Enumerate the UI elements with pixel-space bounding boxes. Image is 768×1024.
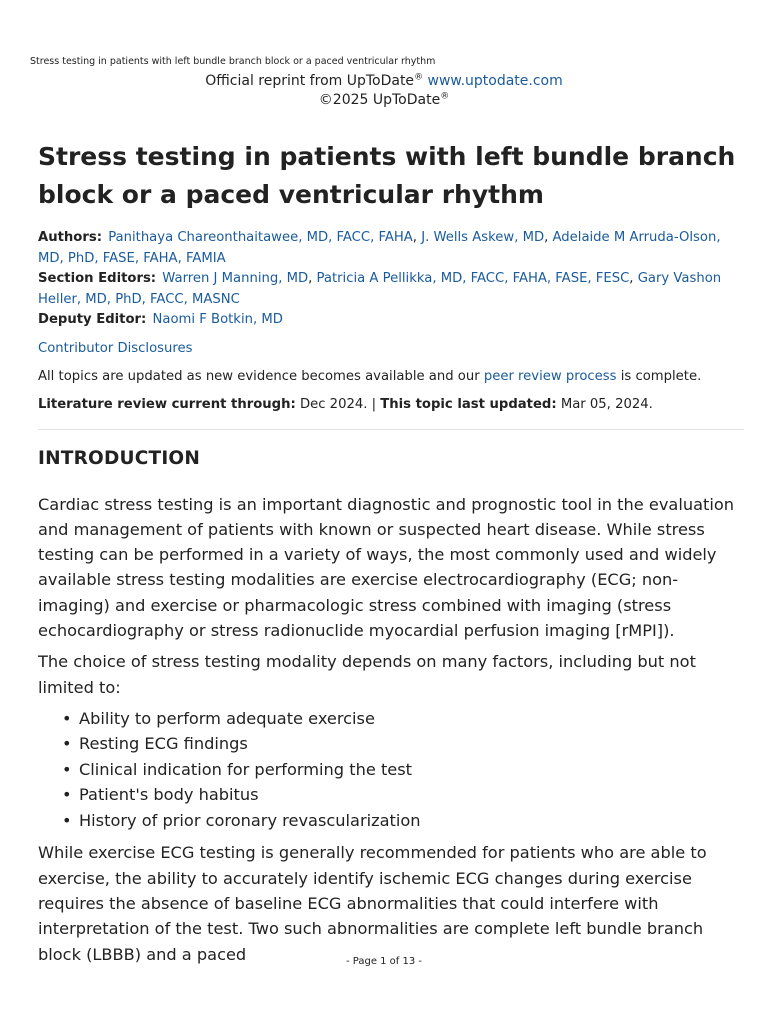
bullet-glyph: • (62, 734, 72, 754)
section-editor-link-3[interactable]: Gary Vashon Heller, MD, PhD, FACC, MASNC (38, 271, 722, 307)
list-item (62, 706, 744, 732)
factor-list (62, 706, 744, 834)
deputy-editor-link[interactable]: Naomi F Botkin, MD (152, 312, 283, 327)
section-heading-introduction: INTRODUCTION (38, 447, 201, 469)
reprint-notice (0, 72, 768, 110)
list-item (62, 808, 744, 834)
page-number: - Page 1 of 13 - (345, 956, 423, 967)
list-item-text: Ability to perform adequate exercise (79, 708, 375, 728)
author-link-1[interactable]: Panithaya Chareonthaitawee, MD, FACC, FAHA (108, 230, 413, 245)
list-item-text: History of prior coronary revascularization (79, 810, 421, 830)
copyright-text: ©2025 UpToDate (318, 92, 441, 108)
contributor-disclosures-link[interactable]: Contributor Disclosures (38, 340, 193, 356)
print-header: Stress testing in patients with left bundle branch block or a paced ventricular rhythm (30, 56, 436, 67)
deputy-editor-label: Deputy Editor: (38, 312, 147, 327)
article-meta (38, 228, 744, 331)
list-item-text: Patient's body habitus (79, 785, 259, 805)
review-separator: | (367, 396, 381, 412)
author-link-2[interactable]: J. Wells Askew, MD (421, 230, 545, 245)
divider (38, 429, 744, 430)
authors-label: Authors: (38, 230, 102, 245)
lit-review-value: Dec 2024. (295, 396, 368, 412)
peer-review-link[interactable]: peer review process (483, 368, 617, 384)
section-editor-link-2[interactable]: Patricia A Pellikka, MD, FACC, FAHA, FASE, FESC (316, 271, 630, 286)
reprint-prefix: Official reprint from UpToDate (205, 73, 415, 89)
review-dates (38, 395, 744, 415)
last-updated-label: This topic last updated: (380, 396, 557, 412)
update-note-before: All topics are updated as new evidence becomes available and our (38, 368, 484, 384)
author-link-3[interactable]: Adelaide M Arruda-Olson, MD, PhD, FASE, FAHA, FAMIA (38, 230, 721, 266)
list-item (62, 757, 744, 783)
bullet-glyph: • (62, 708, 72, 728)
update-note (38, 367, 744, 387)
registered-mark: ® (414, 72, 424, 83)
list-item-text: Resting ECG findings (79, 734, 248, 754)
last-updated-value: Mar 05, 2024. (556, 396, 653, 412)
list-item-text: Clinical indication for performing the test (79, 759, 413, 779)
section-editors-row: Section Editors: Warren J Manning, MD, Patricia A Pellikka, MD, FACC, FAHA, FASE, FESC, Gary Vashon Heller, MD, PhD, FACC, MASNC (38, 271, 722, 307)
article-content (38, 138, 744, 967)
section-editor-link-1[interactable]: Warren J Manning, MD (162, 271, 309, 286)
list-item (62, 782, 744, 808)
list-item (62, 731, 744, 757)
paragraph-1: Cardiac stress testing is an important diagnostic and prognostic tool in the evaluation and management of patients with known or suspected heart disease. While stress testing can be performed in a variety of ways, the most commonly used and widely available stress testing modalities are exercise electrocardiography (ECG; non-imaging) and exercise or pharmacologic stress combined with imaging (stress echocardiography or stress radionuclide myocardial perfusion imaging [rMPI]). (38, 494, 735, 640)
bullet-glyph: • (62, 785, 72, 805)
paragraph-2: The choice of stress testing modality depends on many factors, including but not limited to: (38, 652, 696, 697)
disclosures-row (38, 339, 744, 359)
deputy-editor-row (38, 310, 744, 331)
lit-review-label: Literature review current through: (38, 396, 296, 412)
uptodate-link[interactable]: www.uptodate.com (427, 73, 563, 89)
paragraph-3: While exercise ECG testing is generally recommended for patients who are able to exercise, the ability to accurately identify ischemic ECG changes during exercise requires the absence of baseline ECG abnormalities that could interfere with interpretation of the test. Two such abnormalities are complete left bundle branch block (LBBB) and a paced (38, 843, 707, 964)
article-title: Stress testing in patients with left bundle branch block or a paced ventricular rhythm (38, 142, 736, 209)
bullet-glyph: • (62, 759, 72, 779)
bullet-glyph: • (62, 810, 72, 830)
update-note-after: is complete. (616, 368, 702, 384)
authors-row: Authors: Panithaya Chareonthaitawee, MD, FACC, FAHA, J. Wells Askew, MD, Adelaide M Arruda-Olson, MD, PhD, FASE, FAHA, FAMIA (38, 230, 721, 266)
section-editors-label: Section Editors: (38, 271, 157, 286)
registered-mark-2: ® (440, 91, 450, 102)
